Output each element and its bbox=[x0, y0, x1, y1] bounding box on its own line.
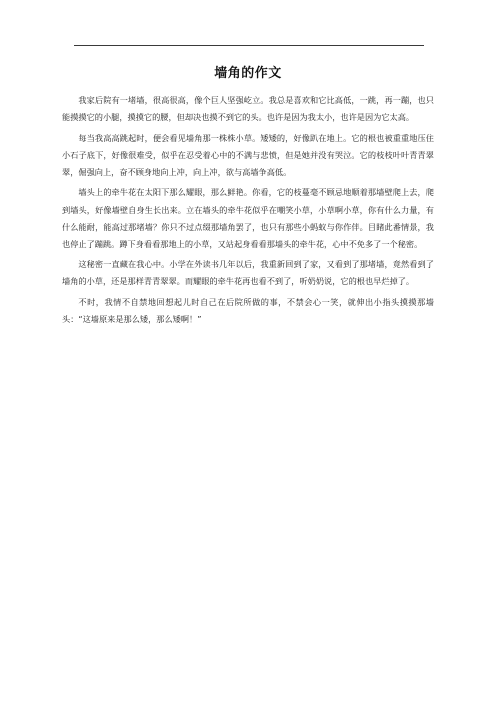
paragraph-5: 不时，我情不自禁地回想起儿时自己在后院所做的事，不禁会心一笑，就伸出小指头摸摸那墙头：“这墙原来是那么矮，那么矮啊！” bbox=[62, 297, 434, 325]
paragraph-4: 这秘密一直藏在我心中。小学在外读书几年以后，我重新回到了家，又看到了那堵墙，竟然看到了墙角的小草，还是那样青青翠翠。而耀眼的牵牛花再也看不到了，听奶奶说，它的根也早烂掉了。 bbox=[62, 259, 434, 287]
paragraph-2: 每当我高高跳起时，便会看见墙角那一株株小草。矮矮的，好像趴在地上。它的根也被重重地压住小石子底下，好像很难受，似乎在忍受着心中的不满与悲愤，但是她并没有哭泣。它的枝枝叶叶青青翠翠，倔强向上，奋不顾身地向上冲，向上冲，欲与高墙争高低。 bbox=[62, 132, 434, 177]
paragraph-1: 我家后院有一堵墙，很高很高，像个巨人坚强屹立。我总是喜欢和它比高低，一跳，再一蹦，也只能摸摸它的小腿，摸摸它的腰，但却决也摸不到它的头。也许是因为我太小，也许是因为它太高。 bbox=[62, 95, 434, 123]
header-rule bbox=[74, 45, 424, 46]
paragraph-3: 墙头上的牵牛花在太阳下那么耀眼，那么鲜艳。你看，它的枝蔓毫不顾忌地顺着那墙壁爬上去，爬到墙头，好像墙壁自身生长出来。立在墙头的牵牛花似乎在嘲笑小草，小草啊小草，你有什么力量，有什么能耐，能高过那堵墙？你只不过点缀那墙角罢了，也只有那些小蚂蚁与你作伴。目睹此番情景，我也停止了蹦跳。蹲下身看看那地上的小草，又站起身看看那墙头的牵牛花，心中不免多了一个秘密。 bbox=[62, 187, 434, 249]
document-title: 墙角的作文 bbox=[214, 66, 282, 81]
document-body bbox=[62, 92, 434, 332]
